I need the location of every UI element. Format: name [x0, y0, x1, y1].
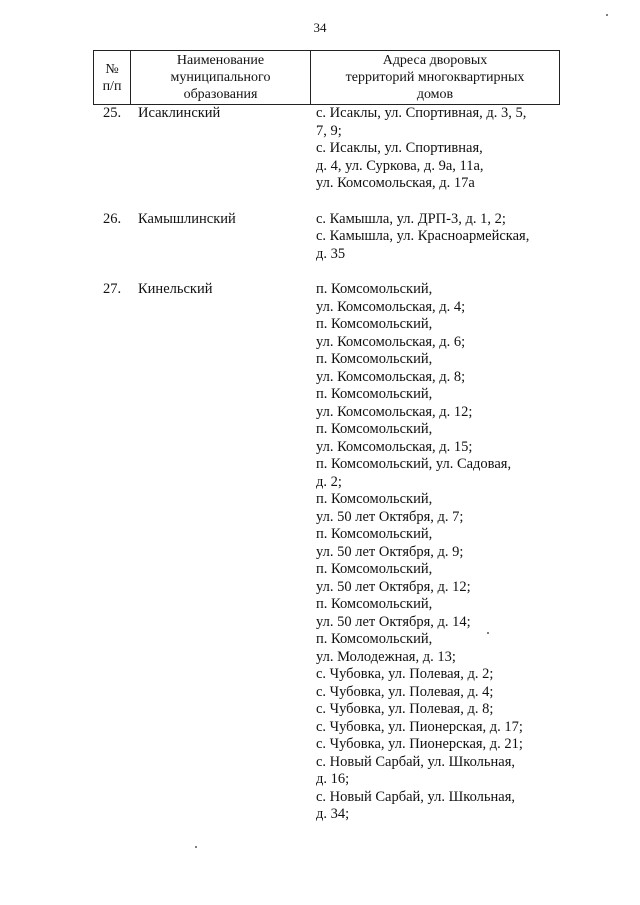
address-line: с. Исаклы, ул. Спортивная, [316, 140, 483, 156]
address-line: ул. Молодежная, д. 13; [316, 648, 456, 665]
address-line: ул. Комсомольская, д. 12; [316, 403, 473, 420]
row-number: 26. [103, 210, 122, 227]
address-line: с. Чубовка, ул. Полевая, д. 2; [316, 666, 494, 682]
address-line: п. Комсомольский, [316, 491, 433, 507]
address-list [309, 105, 560, 193]
address-line: п. Комсомольский, [316, 351, 433, 367]
address-line: ул. Комсомольская, д. 8; [316, 368, 466, 385]
address-line: п. Комсомольский, ул. Садовая, [316, 456, 512, 472]
address-list [309, 281, 560, 824]
address-line: с. Новый Сарбай, ул. Школьная, [316, 753, 515, 770]
row-number: 27. [103, 281, 122, 297]
table-row [93, 105, 560, 193]
municipality-name: Кинельский [138, 281, 213, 297]
address-line: ул. 50 лет Октября, д. 9; [316, 543, 464, 560]
address-list [309, 211, 560, 264]
header-municipality: Наименование муниципального образования [130, 51, 310, 104]
scan-speck [487, 632, 489, 634]
address-line: п. Комсомольский, [316, 596, 433, 612]
row-number: 25. [103, 105, 122, 121]
address-line: п. Комсомольский, [316, 561, 433, 577]
address-line: п. Комсомольский, [316, 631, 433, 647]
header-addresses: Адреса дворовых территорий многоквартирных домов [310, 51, 559, 104]
address-line: п. Комсомольский, [316, 316, 433, 332]
address-line: с. Камышла, ул. Красноармейская, [316, 228, 530, 244]
address-line: д. 34; [316, 806, 350, 822]
address-line: ул. 50 лет Октября, д. 14; [316, 613, 471, 630]
table-row [93, 281, 560, 824]
address-line: с. Камышла, ул. ДРП-3, д. 1, 2; [316, 210, 506, 227]
scan-speck [606, 14, 608, 16]
address-line: с. Новый Сарбай, ул. Школьная, [316, 788, 515, 805]
address-line: с. Исаклы, ул. Спортивная, д. 3, 5, [316, 105, 527, 121]
address-line: с. Чубовка, ул. Полевая, д. 8; [316, 701, 494, 717]
address-line: с. Чубовка, ул. Пионерская, д. 17; [316, 718, 523, 735]
address-line: д. 35 [316, 245, 346, 262]
address-line: п. Комсомольский, [316, 526, 433, 542]
address-line: с. Чубовка, ул. Полевая, д. 4; [316, 683, 494, 700]
address-line: д. 2; [316, 473, 342, 490]
address-line: п. Комсомольский, [316, 281, 433, 297]
page-number: 34 [313, 20, 327, 35]
address-line: ул. Комсомольская, д. 17а [316, 175, 475, 191]
address-line: д. 4, ул. Суркова, д. 9а, 11а, [316, 157, 484, 174]
address-line: ул. Комсомольская, д. 4; [316, 298, 466, 315]
table-body [93, 105, 560, 824]
scan-speck [195, 846, 197, 848]
address-line: ул. 50 лет Октября, д. 12; [316, 578, 471, 595]
address-line: 7, 9; [316, 122, 342, 139]
municipality-name: Исаклинский [138, 105, 221, 121]
header-number: № п/п [102, 61, 122, 94]
address-line: ул. Комсомольская, д. 15; [316, 438, 473, 455]
table-header [93, 50, 560, 105]
address-line: ул. 50 лет Октября, д. 7; [316, 508, 464, 525]
table-row [93, 211, 560, 264]
municipality-name: Камышлинский [138, 210, 236, 227]
address-line: с. Чубовка, ул. Пионерская, д. 21; [316, 736, 523, 752]
address-line: д. 16; [316, 771, 350, 787]
address-line: п. Комсомольский, [316, 421, 433, 437]
address-line: п. Комсомольский, [316, 386, 433, 402]
address-line: ул. Комсомольская, д. 6; [316, 333, 466, 350]
